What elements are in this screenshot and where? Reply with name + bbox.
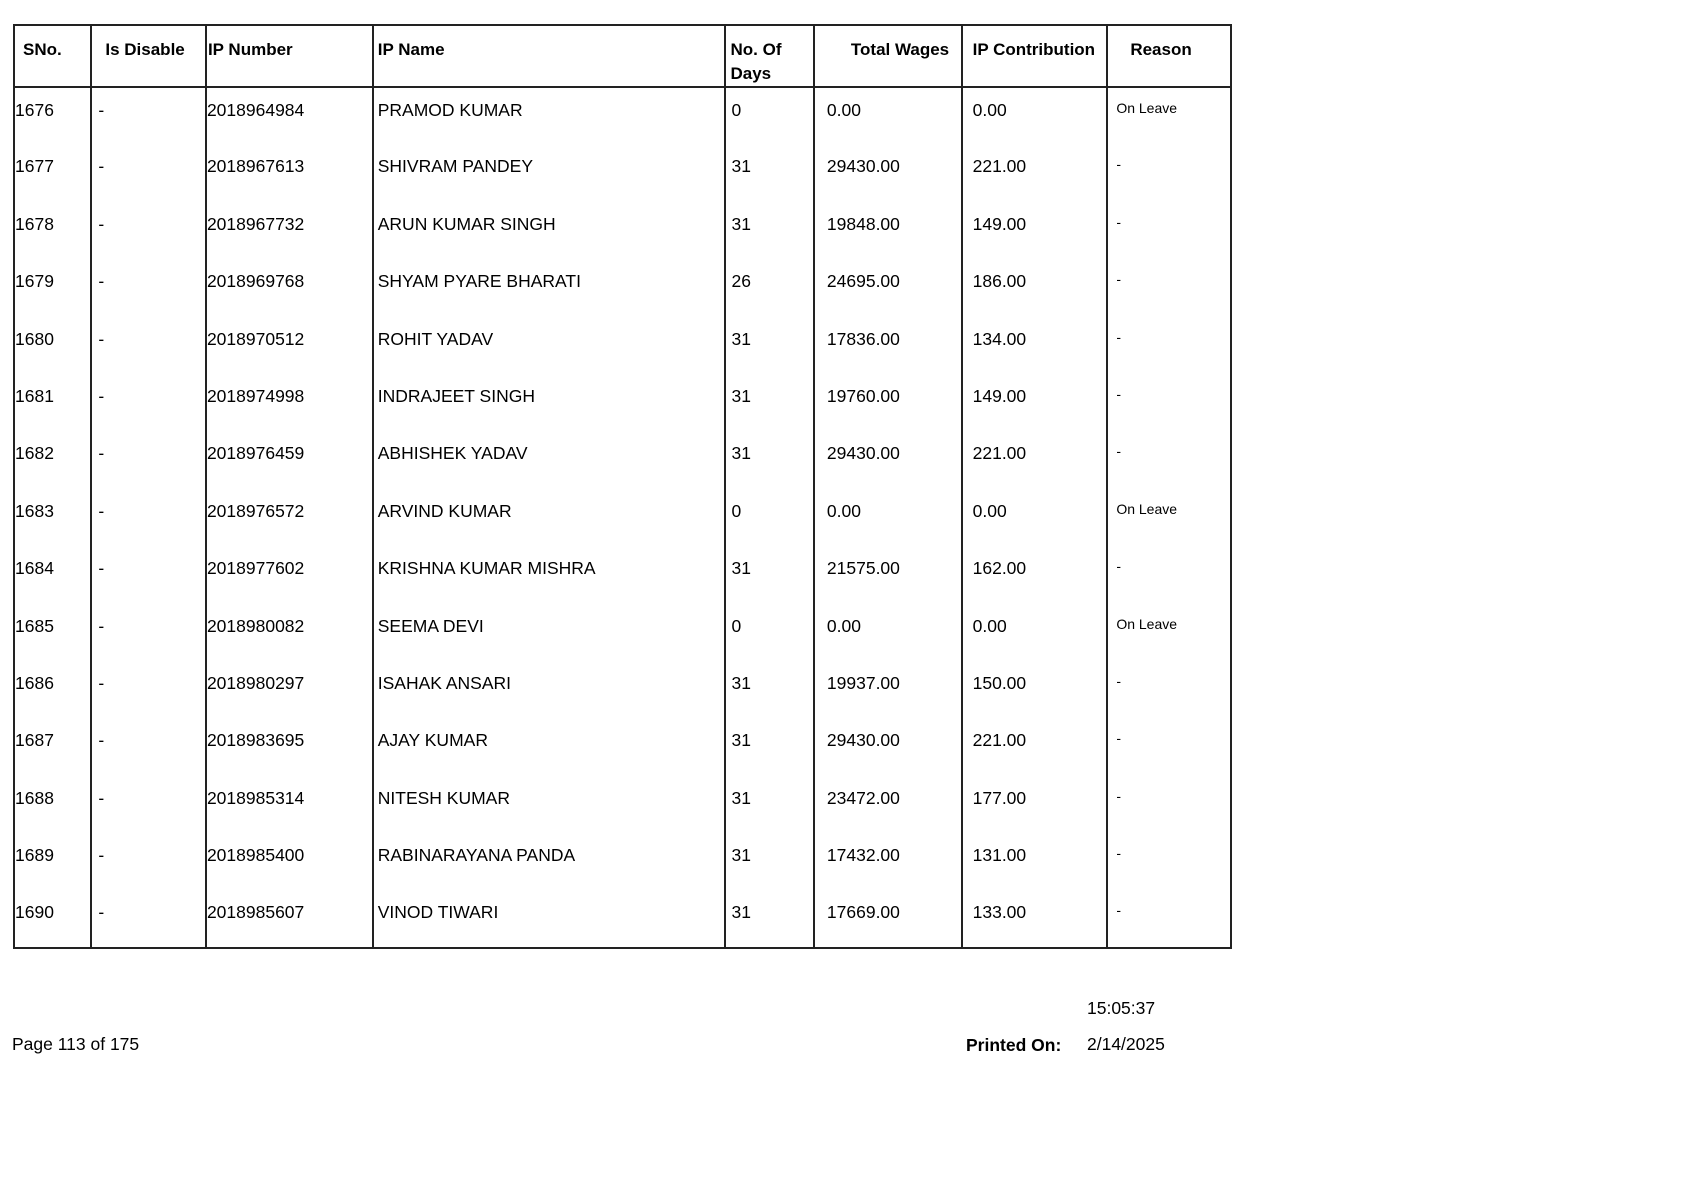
cell-total-wages: 19848.00 — [814, 202, 962, 259]
cell-is-disable: - — [91, 259, 206, 316]
cell-reason: - — [1107, 890, 1231, 947]
table-header — [14, 25, 1231, 87]
cell-ip-contribution: 149.00 — [962, 374, 1108, 431]
cell-sno: 1685 — [14, 604, 91, 661]
cell-ip-contribution: 134.00 — [962, 317, 1108, 374]
cell-total-wages: 23472.00 — [814, 776, 962, 833]
header-ip-name: IP Name — [373, 25, 726, 87]
cell-ip-name: SHIVRAM PANDEY — [373, 144, 726, 201]
cell-is-disable: - — [91, 604, 206, 661]
cell-ip-name: ROHIT YADAV — [373, 317, 726, 374]
table-row — [14, 374, 1231, 431]
cell-ip-name: ARUN KUMAR SINGH — [373, 202, 726, 259]
table-row — [14, 489, 1231, 546]
cell-ip-name: NITESH KUMAR — [373, 776, 726, 833]
cell-ip-name: AJAY KUMAR — [373, 718, 726, 775]
cell-total-wages: 21575.00 — [814, 546, 962, 603]
cell-ip-name: PRAMOD KUMAR — [373, 87, 726, 144]
cell-ip-number: 2018970512 — [206, 317, 373, 374]
cell-ip-number: 2018985314 — [206, 776, 373, 833]
print-date: 2/14/2025 — [1087, 1034, 1165, 1054]
header-reason: Reason — [1107, 25, 1231, 87]
cell-sno: 1683 — [14, 489, 91, 546]
cell-total-wages: 0.00 — [814, 87, 962, 144]
cell-ip-contribution: 221.00 — [962, 144, 1108, 201]
cell-total-wages: 29430.00 — [814, 431, 962, 488]
cell-sno: 1679 — [14, 259, 91, 316]
cell-is-disable: - — [91, 431, 206, 488]
cell-ip-contribution: 186.00 — [962, 259, 1108, 316]
cell-no-of-days: 31 — [725, 833, 813, 890]
cell-ip-number: 2018964984 — [206, 87, 373, 144]
cell-ip-number: 2018980297 — [206, 661, 373, 718]
cell-is-disable: - — [91, 890, 206, 947]
cell-ip-number: 2018980082 — [206, 604, 373, 661]
cell-ip-contribution: 221.00 — [962, 431, 1108, 488]
cell-reason: - — [1107, 661, 1231, 718]
contribution-table — [13, 24, 1232, 949]
table-row — [14, 202, 1231, 259]
cell-ip-name: RABINARAYANA PANDA — [373, 833, 726, 890]
cell-ip-contribution: 0.00 — [962, 604, 1108, 661]
cell-ip-contribution: 0.00 — [962, 87, 1108, 144]
cell-reason: - — [1107, 833, 1231, 890]
header-is-disable: Is Disable — [91, 25, 206, 87]
cell-ip-number: 2018976572 — [206, 489, 373, 546]
printed-on-label: Printed On: — [966, 1035, 1062, 1055]
cell-sno: 1682 — [14, 431, 91, 488]
cell-total-wages: 29430.00 — [814, 718, 962, 775]
table-body — [14, 87, 1231, 948]
header-row — [14, 25, 1231, 87]
cell-no-of-days: 0 — [725, 604, 813, 661]
table-row — [14, 890, 1231, 947]
cell-is-disable: - — [91, 776, 206, 833]
cell-is-disable: - — [91, 489, 206, 546]
cell-reason: - — [1107, 202, 1231, 259]
cell-ip-contribution: 0.00 — [962, 489, 1108, 546]
cell-ip-number: 2018969768 — [206, 259, 373, 316]
cell-reason: On Leave — [1107, 489, 1231, 546]
cell-total-wages: 29430.00 — [814, 144, 962, 201]
table-row — [14, 661, 1231, 718]
print-time: 15:05:37 — [1087, 998, 1156, 1018]
cell-ip-number: 2018974998 — [206, 374, 373, 431]
cell-reason: - — [1107, 259, 1231, 316]
cell-ip-contribution: 162.00 — [962, 546, 1108, 603]
cell-ip-contribution: 177.00 — [962, 776, 1108, 833]
header-sno: SNo. — [14, 25, 91, 87]
table-row — [14, 776, 1231, 833]
cell-ip-name: ARVIND KUMAR — [373, 489, 726, 546]
cell-no-of-days: 31 — [725, 202, 813, 259]
cell-no-of-days: 31 — [725, 546, 813, 603]
cell-is-disable: - — [91, 661, 206, 718]
cell-ip-name: ABHISHEK YADAV — [373, 431, 726, 488]
table-row — [14, 259, 1231, 316]
table-row — [14, 144, 1231, 201]
cell-is-disable: - — [91, 546, 206, 603]
cell-ip-name: SEEMA DEVI — [373, 604, 726, 661]
cell-reason: - — [1107, 718, 1231, 775]
cell-sno: 1684 — [14, 546, 91, 603]
table-row — [14, 604, 1231, 661]
cell-no-of-days: 31 — [725, 718, 813, 775]
cell-sno: 1687 — [14, 718, 91, 775]
cell-ip-contribution: 149.00 — [962, 202, 1108, 259]
table-row — [14, 317, 1231, 374]
cell-is-disable: - — [91, 833, 206, 890]
cell-no-of-days: 0 — [725, 87, 813, 144]
cell-ip-contribution: 150.00 — [962, 661, 1108, 718]
cell-no-of-days: 31 — [725, 317, 813, 374]
cell-ip-number: 2018983695 — [206, 718, 373, 775]
cell-total-wages: 0.00 — [814, 489, 962, 546]
cell-sno: 1676 — [14, 87, 91, 144]
cell-is-disable: - — [91, 718, 206, 775]
table-row — [14, 431, 1231, 488]
cell-sno: 1678 — [14, 202, 91, 259]
cell-reason: - — [1107, 546, 1231, 603]
cell-ip-contribution: 133.00 — [962, 890, 1108, 947]
cell-is-disable: - — [91, 317, 206, 374]
cell-sno: 1680 — [14, 317, 91, 374]
cell-sno: 1677 — [14, 144, 91, 201]
cell-is-disable: - — [91, 144, 206, 201]
header-ip-number: IP Number — [206, 25, 373, 87]
cell-ip-number: 2018985607 — [206, 890, 373, 947]
cell-total-wages: 19760.00 — [814, 374, 962, 431]
cell-reason: - — [1107, 317, 1231, 374]
cell-total-wages: 24695.00 — [814, 259, 962, 316]
table-row — [14, 833, 1231, 890]
cell-no-of-days: 31 — [725, 776, 813, 833]
cell-sno: 1689 — [14, 833, 91, 890]
header-no-of-days: No. Of Days — [725, 25, 813, 87]
cell-sno: 1681 — [14, 374, 91, 431]
cell-ip-name: KRISHNA KUMAR MISHRA — [373, 546, 726, 603]
cell-sno: 1686 — [14, 661, 91, 718]
cell-total-wages: 0.00 — [814, 604, 962, 661]
cell-reason: - — [1107, 431, 1231, 488]
cell-reason: On Leave — [1107, 604, 1231, 661]
cell-total-wages: 17669.00 — [814, 890, 962, 947]
cell-reason: - — [1107, 374, 1231, 431]
cell-no-of-days: 31 — [725, 144, 813, 201]
cell-ip-contribution: 131.00 — [962, 833, 1108, 890]
cell-reason: - — [1107, 776, 1231, 833]
cell-ip-name: VINOD TIWARI — [373, 890, 726, 947]
cell-ip-number: 2018967613 — [206, 144, 373, 201]
cell-ip-number: 2018976459 — [206, 431, 373, 488]
cell-ip-name: ISAHAK ANSARI — [373, 661, 726, 718]
cell-no-of-days: 31 — [725, 431, 813, 488]
cell-sno: 1690 — [14, 890, 91, 947]
cell-ip-contribution: 221.00 — [962, 718, 1108, 775]
cell-no-of-days: 31 — [725, 374, 813, 431]
header-ip-contribution: IP Contribution — [962, 25, 1108, 87]
cell-sno: 1688 — [14, 776, 91, 833]
table-row — [14, 87, 1231, 144]
cell-no-of-days: 31 — [725, 890, 813, 947]
table-row — [14, 546, 1231, 603]
cell-no-of-days: 26 — [725, 259, 813, 316]
table-row — [14, 718, 1231, 775]
cell-is-disable: - — [91, 202, 206, 259]
page-number: Page 113 of 175 — [12, 1034, 140, 1054]
cell-reason: - — [1107, 144, 1231, 201]
cell-total-wages: 19937.00 — [814, 661, 962, 718]
cell-no-of-days: 0 — [725, 489, 813, 546]
cell-reason: On Leave — [1107, 87, 1231, 144]
cell-total-wages: 17836.00 — [814, 317, 962, 374]
header-total-wages: Total Wages — [814, 25, 962, 87]
cell-ip-name: SHYAM PYARE BHARATI — [373, 259, 726, 316]
cell-ip-number: 2018967732 — [206, 202, 373, 259]
cell-ip-number: 2018977602 — [206, 546, 373, 603]
cell-no-of-days: 31 — [725, 661, 813, 718]
cell-is-disable: - — [91, 87, 206, 144]
cell-total-wages: 17432.00 — [814, 833, 962, 890]
cell-is-disable: - — [91, 374, 206, 431]
cell-ip-number: 2018985400 — [206, 833, 373, 890]
cell-ip-name: INDRAJEET SINGH — [373, 374, 726, 431]
